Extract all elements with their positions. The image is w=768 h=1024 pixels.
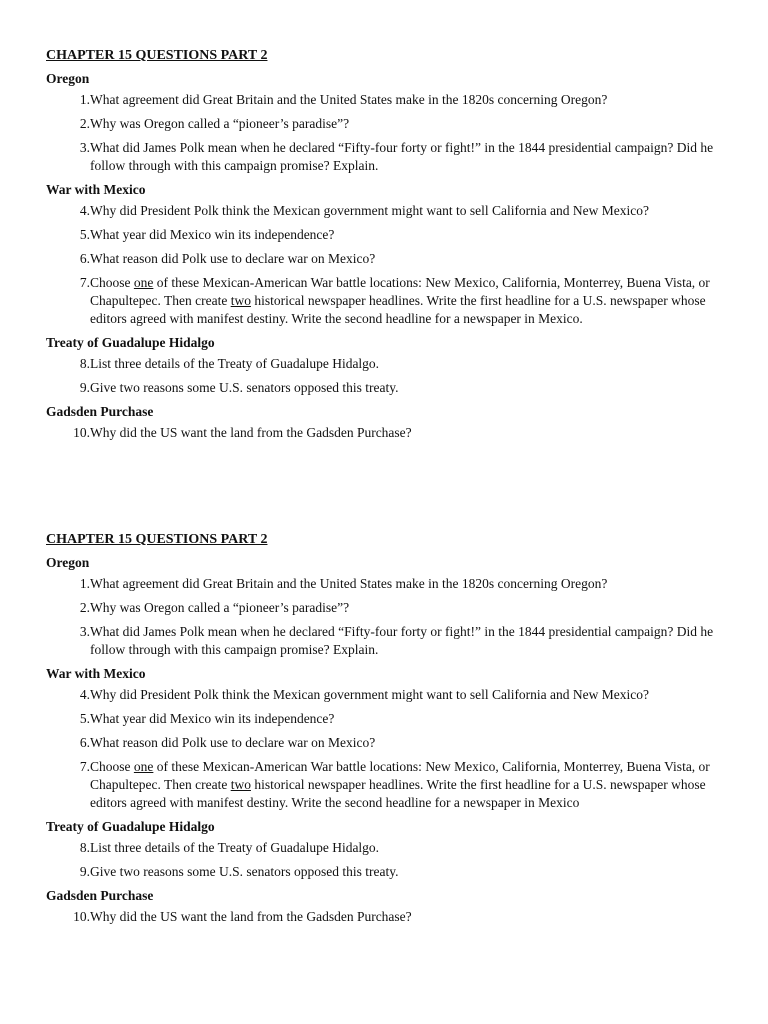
question-item	[46, 575, 736, 593]
question-item	[46, 250, 736, 268]
question-number	[46, 686, 90, 704]
section	[46, 887, 736, 926]
question-item	[46, 379, 736, 397]
question-number	[46, 734, 90, 752]
section	[46, 70, 736, 175]
question-item	[46, 734, 736, 752]
question-item	[46, 355, 736, 373]
question-number	[46, 863, 90, 881]
section	[46, 403, 736, 442]
section	[46, 181, 736, 328]
question-number	[46, 274, 90, 328]
question-text: Give two reasons some U.S. senators opposed this treaty.	[90, 380, 399, 395]
question-number	[46, 758, 90, 812]
question-list	[46, 91, 736, 175]
text-segment: of these Mexican-American War battle locations: New Mexico, California, Monterrey, Buena Vista, or Chapultepec. Then create	[90, 759, 710, 792]
question-number-text: 2.	[79, 600, 90, 615]
question-item	[46, 91, 736, 109]
question-text: What reason did Polk use to declare war on Mexico?	[90, 251, 376, 266]
question-text: Why did the US want the land from the Gadsden Purchase?	[90, 425, 412, 440]
question-item	[46, 226, 736, 244]
question-number-text: 1.	[79, 576, 90, 591]
question-item	[46, 863, 736, 881]
emphasis-underlined: one	[133, 759, 154, 774]
section-heading: Oregon	[46, 71, 90, 86]
text-segment: historical newspaper headlines. Write the first headline for a U.S. newspaper whose editors agreed with manifest destiny. Write the second headline for a newspaper in Mexico	[90, 777, 706, 810]
question-list	[46, 686, 736, 812]
question-sheet-1	[46, 47, 736, 448]
text-segment: Choose	[90, 759, 134, 774]
section-heading: Gadsden Purchase	[46, 888, 154, 903]
question-number	[46, 908, 90, 926]
text-segment: historical newspaper headlines. Write the first headline for a U.S. newspaper whose editors agreed with manifest destiny. Write the second headline for a newspaper in Mexico.	[90, 293, 706, 326]
question-item	[46, 710, 736, 728]
question-text	[90, 758, 736, 812]
question-number-text: 3.	[79, 624, 90, 639]
question-text: Why was Oregon called a “pioneer’s paradise”?	[90, 116, 350, 131]
question-text: What did James Polk mean when he declared “Fifty-four forty or fight!” in the 1844 presidential campaign? Did he follow through with this campaign promise? Explain.	[90, 624, 714, 657]
question-number-text: 6.	[79, 251, 90, 266]
question-text: Give two reasons some U.S. senators opposed this treaty.	[90, 864, 399, 879]
question-number-text: 10.	[73, 425, 90, 440]
question-item	[46, 758, 736, 812]
question-number	[46, 250, 90, 268]
question-item	[46, 424, 736, 442]
question-text: What did James Polk mean when he declared “Fifty-four forty or fight!” in the 1844 presidential campaign? Did he follow through with this campaign promise? Explain.	[90, 140, 714, 173]
question-item	[46, 599, 736, 617]
section-heading: Oregon	[46, 555, 90, 570]
emphasis-underlined: one	[133, 275, 154, 290]
question-number	[46, 424, 90, 442]
question-item	[46, 908, 736, 926]
question-number	[46, 599, 90, 617]
question-text: List three details of the Treaty of Guadalupe Hidalgo.	[90, 840, 380, 855]
question-number	[46, 575, 90, 593]
question-number	[46, 623, 90, 659]
text-segment: of these Mexican-American War battle locations: New Mexico, California, Monterrey, Buena Vista, or Chapultepec. Then create	[90, 275, 710, 308]
question-sheet-2	[46, 531, 736, 932]
question-text: List three details of the Treaty of Guadalupe Hidalgo.	[90, 356, 380, 371]
question-number	[46, 139, 90, 175]
emphasis-underlined: two	[230, 293, 251, 308]
question-number-text: 8.	[79, 356, 90, 371]
question-number-text: 7.	[79, 275, 90, 290]
question-number	[46, 226, 90, 244]
question-text: Why did President Polk think the Mexican government might want to sell California and New Mexico?	[90, 687, 650, 702]
question-number-text: 9.	[79, 380, 90, 395]
question-list	[46, 908, 736, 926]
section	[46, 665, 736, 812]
question-list	[46, 355, 736, 397]
emphasis-underlined: two	[230, 777, 251, 792]
question-text: Why did President Polk think the Mexican government might want to sell California and New Mexico?	[90, 203, 650, 218]
question-text: What agreement did Great Britain and the United States make in the 1820s concerning Oregon?	[90, 576, 608, 591]
question-text: What year did Mexico win its independence?	[90, 711, 335, 726]
question-number	[46, 115, 90, 133]
section-heading: Gadsden Purchase	[46, 404, 154, 419]
section-heading: War with Mexico	[46, 182, 146, 197]
question-text	[90, 274, 736, 328]
question-number	[46, 91, 90, 109]
section	[46, 554, 736, 659]
question-item	[46, 202, 736, 220]
question-list	[46, 424, 736, 442]
question-text: Why did the US want the land from the Gadsden Purchase?	[90, 909, 412, 924]
question-number-text: 7.	[79, 759, 90, 774]
section	[46, 334, 736, 397]
section-heading: War with Mexico	[46, 666, 146, 681]
question-text: What year did Mexico win its independence?	[90, 227, 335, 242]
question-item	[46, 274, 736, 328]
sheet-title: CHAPTER 15 QUESTIONS PART 2	[46, 48, 268, 63]
question-list	[46, 575, 736, 659]
sheet-title: CHAPTER 15 QUESTIONS PART 2	[46, 532, 268, 547]
question-number-text: 4.	[79, 687, 90, 702]
section	[46, 818, 736, 881]
question-list	[46, 839, 736, 881]
question-number-text: 2.	[79, 116, 90, 131]
question-text: Why was Oregon called a “pioneer’s paradise”?	[90, 600, 350, 615]
section-heading: Treaty of Guadalupe Hidalgo	[46, 335, 215, 350]
question-item	[46, 115, 736, 133]
question-number	[46, 355, 90, 373]
question-number-text: 6.	[79, 735, 90, 750]
question-number-text: 5.	[79, 711, 90, 726]
question-number	[46, 710, 90, 728]
question-number-text: 8.	[79, 840, 90, 855]
question-number-text: 1.	[79, 92, 90, 107]
question-item	[46, 839, 736, 857]
question-item	[46, 139, 736, 175]
question-number-text: 4.	[79, 203, 90, 218]
question-text: What reason did Polk use to declare war on Mexico?	[90, 735, 376, 750]
question-number	[46, 839, 90, 857]
section-heading: Treaty of Guadalupe Hidalgo	[46, 819, 215, 834]
question-number	[46, 379, 90, 397]
question-number-text: 10.	[73, 909, 90, 924]
question-list	[46, 202, 736, 328]
question-number	[46, 202, 90, 220]
question-number-text: 5.	[79, 227, 90, 242]
question-number-text: 9.	[79, 864, 90, 879]
question-number-text: 3.	[79, 140, 90, 155]
question-item	[46, 623, 736, 659]
question-text: What agreement did Great Britain and the United States make in the 1820s concerning Oregon?	[90, 92, 608, 107]
question-item	[46, 686, 736, 704]
text-segment: Choose	[90, 275, 134, 290]
